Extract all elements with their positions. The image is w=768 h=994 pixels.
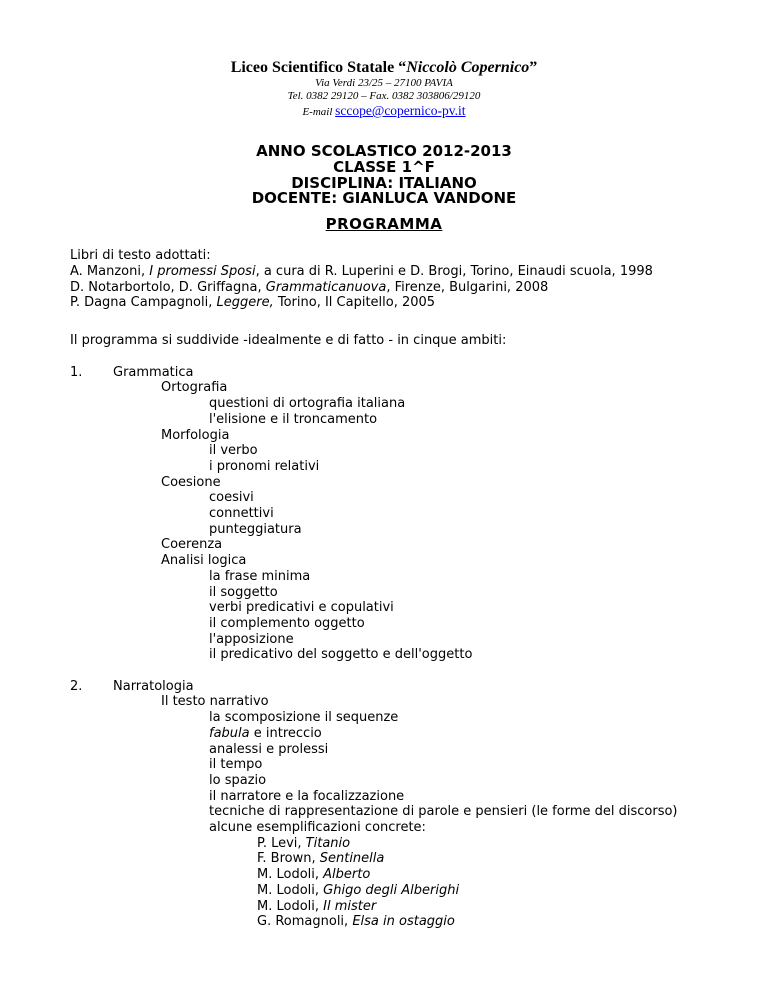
outline-line	[257, 914, 698, 930]
disciplina-line: DISCIPLINA: ITALIANO	[291, 173, 477, 192]
books-block	[70, 248, 698, 311]
outline-text: l'elisione e il troncamento	[209, 411, 378, 427]
outline-text: questioni di ortografia italiana	[209, 396, 406, 412]
outline-line	[209, 412, 698, 428]
outline-line	[161, 475, 698, 491]
outline-text: Il mister	[323, 898, 377, 914]
book-publisher: Torino, Il Capitello, 2005	[273, 295, 436, 311]
book-authors: A. Manzoni,	[70, 263, 150, 279]
outline-text: i pronomi relativi	[209, 458, 320, 474]
outline-text: il soggetto	[209, 584, 278, 600]
outline-line	[209, 820, 698, 836]
outline-line	[209, 569, 698, 585]
outline-text: verbi predicativi e copulativi	[209, 600, 394, 616]
outline-line	[257, 867, 698, 883]
book-entry	[70, 264, 698, 280]
outline-line	[209, 600, 698, 616]
programma-heading: PROGRAMMA	[325, 215, 443, 234]
outline-line	[257, 883, 698, 899]
outline-line	[70, 678, 698, 695]
program-intro: Il programma si suddivide -idealmente e di fatto - in cinque ambiti:	[70, 333, 507, 348]
outline-line	[209, 804, 698, 820]
school-name-suffix: ”	[529, 59, 538, 76]
outline-blank-line	[70, 663, 698, 679]
outline-number: 2.	[70, 678, 83, 694]
books-intro: Libri di testo adottati:	[70, 248, 211, 264]
book-title: I promessi Sposi	[149, 263, 256, 279]
outline-line	[209, 443, 698, 459]
book-publisher: , a cura di R. Luperini e D. Brogi, Torino, Einaudi scuola, 1998	[255, 263, 653, 279]
outline-line	[257, 899, 698, 915]
outline-line	[209, 789, 698, 805]
outline-line	[209, 742, 698, 758]
outline-text: Narratologia	[113, 678, 194, 694]
outline-text: M. Lodoli,	[257, 898, 324, 914]
outline-text: Analisi logica	[161, 553, 247, 569]
outline-text: l'apposizione	[209, 631, 294, 647]
outline-text: Morfologia	[161, 427, 230, 443]
school-name-italic: Niccolò Copernico	[406, 59, 530, 76]
letterhead	[70, 58, 698, 120]
outline-text: Elsa in ostaggio	[352, 914, 455, 930]
book-authors: D. Notarbortolo, D. Griffagna,	[70, 279, 266, 295]
outline-line	[209, 506, 698, 522]
outline-text: Ghigo degli Alberighi	[323, 882, 460, 898]
outline-line	[257, 836, 698, 852]
outline-text: lo spazio	[209, 772, 267, 788]
outline-text: e intreccio	[249, 725, 322, 741]
outline-text: G. Romagnoli,	[257, 914, 353, 930]
title-block	[70, 144, 698, 207]
outline-text: punteggiatura	[209, 521, 302, 537]
email-link[interactable]: sccope@copernico-pv.it	[335, 103, 466, 118]
book-authors: P. Dagna Campagnoli,	[70, 295, 217, 311]
outline-line	[161, 694, 698, 710]
outline-text: fabula	[209, 725, 250, 741]
outline-text: il narratore e la focalizzazione	[209, 788, 405, 804]
book-title: Grammaticanuova	[265, 279, 387, 295]
outline-text: alcune esemplificazioni concrete:	[209, 820, 426, 836]
outline-line	[209, 773, 698, 789]
outline-text: Sentinella	[319, 851, 385, 867]
outline-text: il predicativo del soggetto e dell'oggetto	[209, 647, 473, 663]
outline-text: il verbo	[209, 443, 258, 459]
email-label: E-mail	[302, 106, 336, 118]
book-entry	[70, 280, 698, 296]
outline-line	[70, 364, 698, 381]
outline-text: il complemento oggetto	[209, 615, 365, 631]
outline-line	[209, 710, 698, 726]
outline-line	[161, 428, 698, 444]
outline-text: Alberto	[323, 867, 371, 883]
outline-line	[209, 522, 698, 538]
outline-text: P. Levi,	[257, 835, 306, 851]
outline-line	[209, 726, 698, 742]
outline-text: Titanio	[305, 835, 351, 851]
outline-line	[209, 585, 698, 601]
outline-line	[161, 537, 698, 553]
book-entry	[70, 295, 698, 311]
outline-text: Il testo narrativo	[161, 694, 269, 710]
school-phone-fax: Tel. 0382 29120 – Fax. 0382 303806/29120	[287, 90, 481, 102]
book-title: Leggere,	[216, 295, 274, 311]
outline-text: Ortografia	[161, 380, 228, 396]
outline-text: la frase minima	[209, 568, 311, 584]
classe-line: CLASSE 1^F	[333, 157, 435, 176]
outline-line	[209, 396, 698, 412]
outline-text: la scomposizione il sequenze	[209, 710, 399, 726]
outline-text: F. Brown,	[257, 851, 320, 867]
school-address: Via Verdi 23/25 – 27100 PAVIA	[315, 77, 453, 89]
outline-text: tecniche di rappresentazione di parole e pensieri (le forme del discorso)	[209, 804, 678, 820]
outline-text: Coesione	[161, 474, 221, 490]
outline-text: Grammatica	[113, 364, 194, 380]
outline-line	[209, 490, 698, 506]
outline-text: M. Lodoli,	[257, 882, 324, 898]
outline-text: analessi e prolessi	[209, 741, 329, 757]
outline-line	[209, 647, 698, 663]
anno-scolastico-line: ANNO SCOLASTICO 2012-2013	[256, 142, 512, 160]
docente-line: DOCENTE: GIANLUCA VANDONE	[251, 189, 517, 208]
outline-text: M. Lodoli,	[257, 867, 324, 883]
school-name	[70, 58, 698, 77]
outline-text: connettivi	[209, 506, 274, 522]
outline-line	[161, 553, 698, 569]
outline-text: Coerenza	[161, 537, 223, 553]
outline-line	[257, 851, 698, 867]
outline-line	[209, 757, 698, 773]
school-name-prefix: Liceo Scientifico Statale “	[230, 59, 407, 76]
outline-line	[161, 380, 698, 396]
outline-text: il tempo	[209, 757, 263, 773]
email-line	[70, 103, 698, 120]
outline-text: coesivi	[209, 490, 254, 506]
outline-line	[209, 616, 698, 632]
outline-number: 1.	[70, 364, 83, 380]
outline-line	[209, 459, 698, 475]
outline-line	[209, 632, 698, 648]
book-publisher: , Firenze, Bulgarini, 2008	[386, 279, 549, 295]
program-outline	[70, 365, 698, 930]
